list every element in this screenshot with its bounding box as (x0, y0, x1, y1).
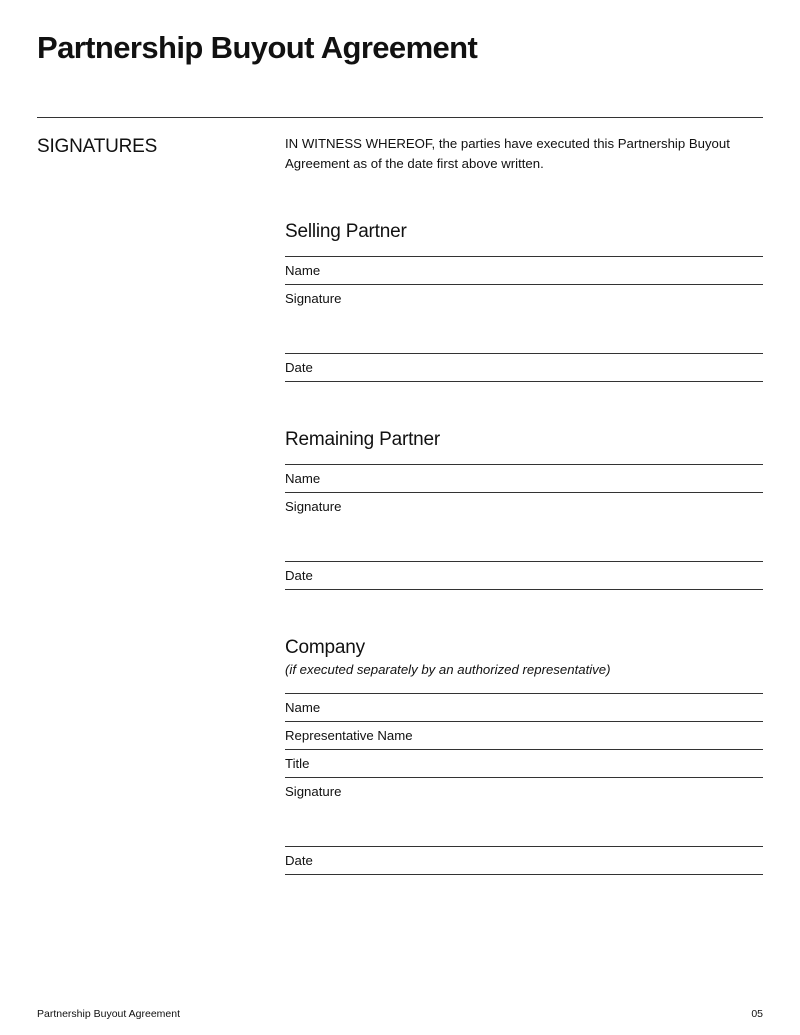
name-field[interactable]: Name (285, 465, 763, 493)
party-title: Selling Partner (285, 221, 407, 242)
date-field[interactable]: Date (285, 562, 763, 590)
signature-block-selling-partner (285, 220, 763, 382)
signature-fields (285, 256, 763, 382)
party-title: Company (285, 637, 365, 658)
title-field[interactable]: Title (285, 750, 763, 778)
signatures-content (285, 134, 763, 875)
witness-statement: IN WITNESS WHEREOF, the parties have executed this Partnership Buyout Agreement as of the date first above written. (285, 136, 730, 171)
signature-fields (285, 693, 763, 875)
signature-field[interactable]: Signature (285, 493, 763, 562)
signature-block-company (285, 636, 763, 875)
document-title: Partnership Buyout Agreement (37, 30, 478, 65)
name-field[interactable]: Name (285, 694, 763, 722)
signature-fields (285, 464, 763, 590)
signature-field[interactable]: Signature (285, 285, 763, 354)
name-field[interactable]: Name (285, 257, 763, 285)
footer-document-name: Partnership Buyout Agreement (37, 1008, 181, 1020)
footer-page-number: 05 (751, 1008, 763, 1020)
date-field[interactable]: Date (285, 354, 763, 382)
title-divider (37, 117, 763, 118)
party-title: Remaining Partner (285, 429, 441, 450)
signature-block-remaining-partner (285, 428, 763, 590)
party-note: (if executed separately by an authorized representative) (285, 662, 611, 677)
representative-name-field[interactable]: Representative Name (285, 722, 763, 750)
signature-field[interactable]: Signature (285, 778, 763, 847)
section-heading: SIGNATURES (37, 136, 158, 157)
date-field[interactable]: Date (285, 847, 763, 875)
